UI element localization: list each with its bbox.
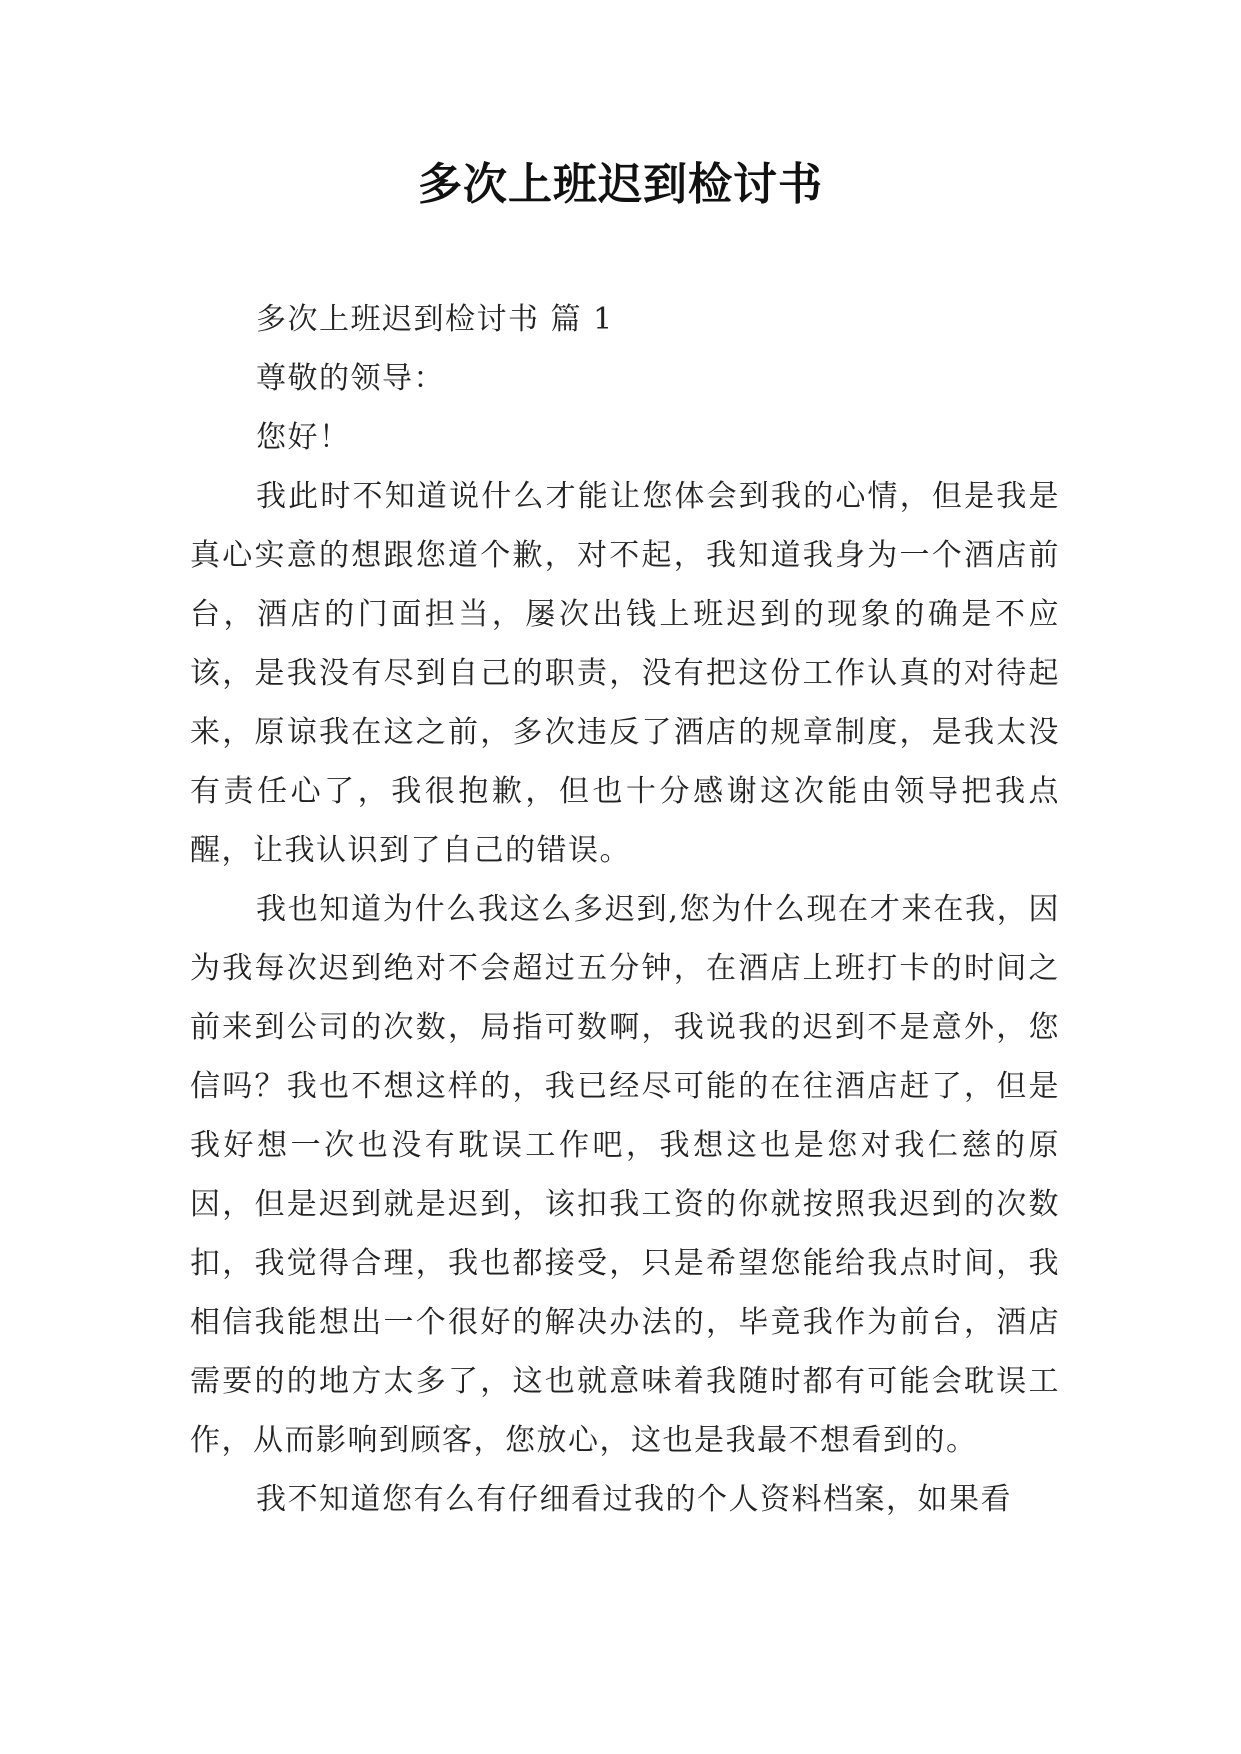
body-paragraph-3: 我不知道您有么有仔细看过我的个人资料档案，如果看	[256, 1482, 1012, 1517]
salutation: 尊敬的领导：	[256, 361, 445, 396]
document-title: 多次上班迟到检讨书	[418, 159, 823, 210]
body-paragraph-1: 我此时不知道说什么才能让您体会到我的心情，但是我是真心实意的想跟您道个歉，对不起，我知道我身为一个酒店前台，酒店的门面担当，屡次出钱上班迟到的现象的确是不应该，是我没有尽到自己的职责，没有把这份工作认真的对待起来，原谅我在这之前，多次违反了酒店的规章制度，是我太没有责任心了，我很抱歉，但也十分感谢这次能由领导把我点醒，让我认识到了自己的错误。	[190, 479, 1060, 868]
document-body	[190, 290, 1060, 1529]
document-subtitle: 多次上班迟到检讨书 篇 1	[256, 302, 614, 337]
greeting: 您好！	[256, 420, 351, 455]
body-paragraph-2: 我也知道为什么我这么多迟到,您为什么现在才来在我，因为我每次迟到绝对不会超过五分钟，在酒店上班打卡的时间之前来到公司的次数，局指可数啊，我说我的迟到不是意外，您信吗？我也不想这样的，我已经尽可能的在往酒店赶了，但是我好想一次也没有耽误工作吧，我想这也是您对我仁慈的原因，但是迟到就是迟到，该扣我工资的你就按照我迟到的次数扣，我觉得合理，我也都接受，只是希望您能给我点时间，我相信我能想出一个很好的解决办法的，毕竟我作为前台，酒店需要的的地方太多了，这也就意味着我随时都有可能会耽误工作，从而影响到顾客，您放心，这也是我最不想看到的。	[190, 892, 1060, 1458]
